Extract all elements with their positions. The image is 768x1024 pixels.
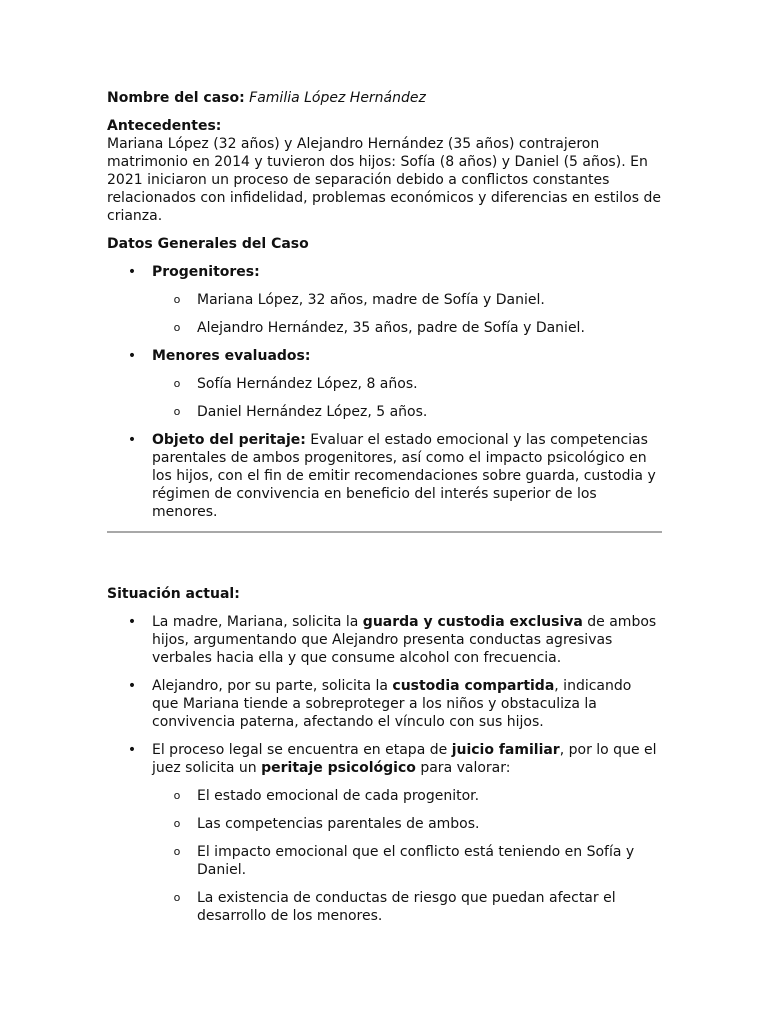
menores-sublist xyxy=(152,375,662,421)
list-item-text: El impacto emocional que el conflicto está teniendo en Sofía y Daniel. xyxy=(197,844,635,878)
item-text: para valorar: xyxy=(415,760,511,776)
bullet-icon: • xyxy=(127,348,137,364)
item-text: , por lo que el juez solicita un xyxy=(152,742,657,776)
item-text: Alejandro, por su parte, solicita la xyxy=(152,678,393,694)
list-item-text: Alejandro Hernández, 35 años, padre de Sofía y Daniel. xyxy=(197,320,585,336)
case-name-label: Nombre del caso: xyxy=(107,90,245,106)
situacion-list xyxy=(107,613,662,925)
circle-bullet-icon: o xyxy=(173,293,181,306)
valorar-sublist xyxy=(152,787,662,925)
antecedentes-heading: Antecedentes: xyxy=(107,118,222,134)
list-item xyxy=(152,291,662,309)
circle-bullet-icon: o xyxy=(173,817,181,830)
circle-bullet-icon: o xyxy=(173,405,181,418)
bullet-icon: • xyxy=(127,614,137,630)
objeto-text: Evaluar el estado emocional y las competencias parentales de ambos progenitores, así como el impacto psicológico en los hijos, con el fin de emitir recomendaciones sobre guarda, custodia y régimen de convivencia en beneficio del interés superior de los menores. xyxy=(152,432,656,520)
bullet-icon: • xyxy=(127,678,137,694)
list-item-situacion-3 xyxy=(107,741,662,925)
item-bold-text: juicio familiar xyxy=(451,742,560,758)
list-item-text: La existencia de conductas de riesgo que puedan afectar el desarrollo de los menores. xyxy=(197,890,616,924)
circle-bullet-icon: o xyxy=(173,377,181,390)
list-item-text: Las competencias parentales de ambos. xyxy=(197,816,480,832)
list-item-situacion-1 xyxy=(107,613,662,667)
document-page xyxy=(107,89,662,935)
item-text: , indicando que Mariana tiende a sobreproteger a los niños y obstaculiza la convivencia paterna, afectando el vínculo con sus hijos. xyxy=(152,678,632,730)
progenitores-label: Progenitores: xyxy=(152,264,260,280)
list-item xyxy=(152,787,662,805)
list-item-menores xyxy=(107,347,662,421)
circle-bullet-icon: o xyxy=(173,891,181,904)
case-name-line xyxy=(107,89,662,107)
item-text: El proceso legal se encuentra en etapa de xyxy=(152,742,452,758)
item-text: de ambos hijos, argumentando que Alejandro presenta conductas agresivas verbales hacia ella y que consume alcohol con frecuencia. xyxy=(152,614,657,666)
datos-heading xyxy=(107,235,662,253)
bullet-icon: • xyxy=(127,432,137,448)
list-item-text: Sofía Hernández López, 8 años. xyxy=(197,376,418,392)
list-item xyxy=(152,889,662,925)
antecedentes-section xyxy=(107,117,662,225)
list-item-text: Daniel Hernández López, 5 años. xyxy=(197,404,428,420)
situacion-heading-text: Situación actual: xyxy=(107,586,240,602)
list-item-objeto xyxy=(107,431,662,521)
list-item-text: Mariana López, 32 años, madre de Sofía y Daniel. xyxy=(197,292,545,308)
list-item xyxy=(152,375,662,393)
circle-bullet-icon: o xyxy=(173,321,181,334)
circle-bullet-icon: o xyxy=(173,789,181,802)
bullet-icon: • xyxy=(127,264,137,280)
list-item xyxy=(152,843,662,879)
list-item xyxy=(152,403,662,421)
menores-label: Menores evaluados: xyxy=(152,348,311,364)
list-item-situacion-2 xyxy=(107,677,662,731)
progenitores-sublist xyxy=(152,291,662,337)
list-item xyxy=(152,815,662,833)
list-item-text: El estado emocional de cada progenitor. xyxy=(197,788,480,804)
antecedentes-text: Mariana López (32 años) y Alejandro Hernández (35 años) contrajeron matrimonio en 2014 y tuvieron dos hijos: Sofía (8 años) y Daniel (5 años). En 2021 iniciaron un proceso de separación debido a conflictos constantes relacionados con infidelidad, problemas económicos y diferencias en estilos de crianza. xyxy=(107,136,661,224)
datos-heading-text: Datos Generales del Caso xyxy=(107,236,309,252)
situacion-heading xyxy=(107,585,662,603)
item-bold-text: guarda y custodia exclusiva xyxy=(362,614,583,630)
list-item xyxy=(152,319,662,337)
objeto-label: Objeto del peritaje: xyxy=(152,432,306,448)
item-bold-text: custodia compartida xyxy=(392,678,555,694)
bullet-icon: • xyxy=(127,742,137,758)
circle-bullet-icon: o xyxy=(173,845,181,858)
list-item-progenitores xyxy=(107,263,662,337)
item-text: La madre, Mariana, solicita la xyxy=(152,614,363,630)
item-bold-text: peritaje psicológico xyxy=(261,760,416,776)
datos-list xyxy=(107,263,662,521)
case-name-value: Familia López Hernández xyxy=(249,90,426,106)
